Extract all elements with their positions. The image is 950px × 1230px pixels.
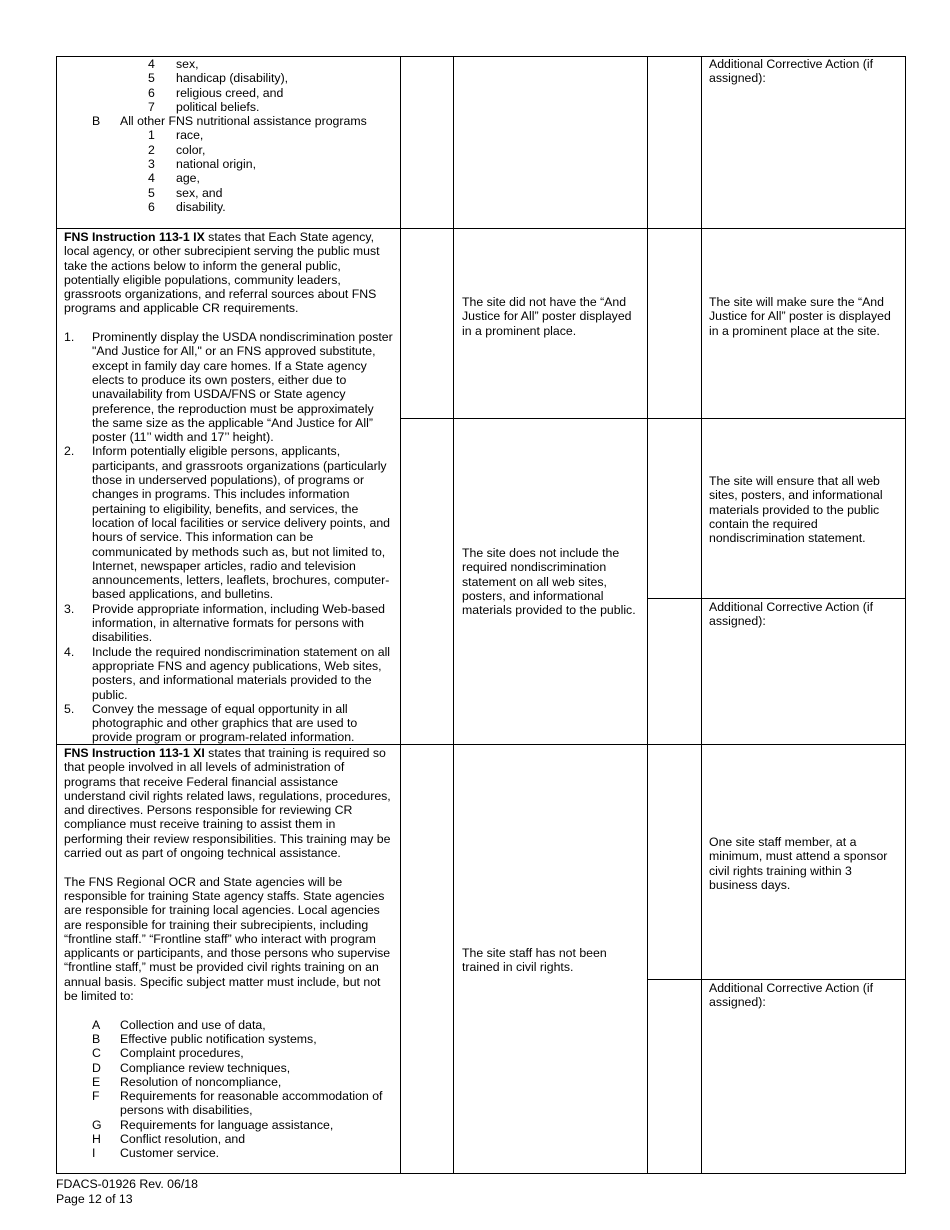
row-divider-2b [647,598,906,599]
list-item-number: G [92,1117,102,1132]
list-item-number: B [92,1031,101,1046]
row3-intro [64,746,394,860]
list-item-number: 4 [148,57,155,71]
list-item-text: Compliance review techniques, [120,1060,291,1075]
list-item-text: Provide appropriate information, including Web-based information, in alternative formats for persons with disabilities. [92,601,386,645]
list-item-text: Requirements for reasonable accommodation of persons with disabilities, [120,1089,383,1118]
footer-form-id: FDACS-01926 Rev. 06/18 [56,1177,198,1191]
list-item-text: sex, and [176,185,223,200]
list-item-text: Prominently display the USDA nondiscrimination poster "And Justice for All," or an FNS approved substitute, except in family day care homes. If a State agency elects to produce its own posters, either due to unavailability from USDA/FNS or State agency preference, the reproduction must be approximately the same size as the applicable “And Justice for All” poster (11’’ width and 17’’ height). [92,330,393,445]
list-item-text: Effective public notification systems, [120,1031,317,1046]
list-item [64,702,394,745]
sublist-b-heading [64,114,394,128]
sublist-a-tail [64,57,394,114]
list-item-number: 6 [148,199,155,214]
row-divider-3b [647,979,906,980]
list-item-number: A [92,1017,101,1032]
list-item-number: 7 [148,99,155,114]
list-item-number: 1. [64,330,75,345]
list-item-text: political beliefs. [176,99,260,114]
col-line-0 [56,56,57,1174]
row3-training-topics [64,1018,394,1161]
list-item-number: 4. [64,644,75,659]
list-item [64,57,394,71]
list-item [64,1132,394,1146]
list-item [64,330,394,444]
list-item [64,128,394,142]
list-item-text: Inform potentially eligible persons, applicants, participants, and grassroots organizations (particularly those in underserved populations), of programs or changes in programs. This includes information pertaining to eligibility, benefits, and services, the location of local facilities or service delivery points, and hours of service. This information can be communicated by methods such as, but not limited to, Internet, newspaper articles, radio and television announcements, letters, leaflets, brochures, computer-based applications, and bulletins. [92,444,391,602]
list-item-text: Convey the message of equal opportunity in all photographic and other graphics that are used to provide program or program-related information. [92,701,358,745]
list-item-number: I [92,1146,96,1161]
list-item [64,100,394,114]
list-item-number: E [92,1074,101,1089]
list-item [64,71,394,85]
col-line-4 [701,56,702,1174]
list-item [64,200,394,214]
row3-intro-rest: states that training is required so that people involved in all levels of administration of programs that receive Federal financial assistance understand civil rights related laws, regulations, procedures, and directives. Persons responsible for reviewing CR compliance must receive training to assist them in performing their review responsibilities. This training may be carried out as part of ongoing technical assistance. [64,746,391,861]
list-item [64,1146,394,1160]
row3-para2: The FNS Regional OCR and State agencies will be responsible for training State agency staffs. State agencies are responsible for training local agencies. Local agencies are responsible for training their subrecipients, including “frontline staff.” “Frontline staff” who interact with program applicants or participants, and those persons who supervise “frontline staff,” must be provided civil rights training on an annual basis. Specific subject matter must include, but not be limited to: [64,874,391,1004]
row3-requirement-cell [64,746,394,1161]
list-item [64,1061,394,1075]
list-item [64,1032,394,1046]
col-line-1 [400,56,401,1174]
list-item-number: 3 [148,157,155,172]
list-item-number: H [92,1132,101,1147]
row2-intro-rest: states that Each State agency, local agency, or other subrecipient serving the public must take the actions below to inform the general public, potentially eligible populations, community leaders, grassroots organizations, and referral sources about FNS programs and applicable CR requirements. [64,230,380,316]
list-item-text: Requirements for language assistance, [120,1117,334,1132]
list-item-number: 5 [148,185,155,200]
list-item-number: 4 [148,171,155,186]
row-divider-1 [56,228,906,229]
list-item-text: sex, [176,57,199,71]
list-item-number: 2. [64,444,75,459]
row3-finding: The site staff has not been trained in civil rights. [462,946,607,975]
footer-page-number: Page 12 of 13 [56,1192,133,1206]
page-footer [56,1177,198,1207]
list-item-number: C [92,1046,101,1061]
list-item-number: 2 [148,142,155,157]
list-item [64,1046,394,1060]
list-item [64,602,394,645]
list-item-text: Include the required nondiscrimination statement on all appropriate FNS and agency publications, Web sites, posters, and informational materials provided to the public. [92,644,391,702]
row3-intro-bold: FNS Instruction 113-1 XI [64,746,205,760]
row3-additional-action: Additional Corrective Action (if assigned): [709,981,874,1010]
list-item-number: 5 [148,71,155,86]
col-line-3 [647,56,648,1174]
row2-additional-action: Additional Corrective Action (if assigned): [709,600,874,629]
list-item-number: 5. [64,701,75,716]
list-item-number: 1 [148,128,155,143]
col-line-5 [905,56,906,1174]
list-item-number: D [92,1060,101,1075]
list-item-text: race, [176,128,204,143]
table-bottom-border [56,1173,906,1174]
row2-intro-bold: FNS Instruction 113-1 IX [64,230,205,244]
list-item-text: Conflict resolution, and [120,1132,246,1147]
list-item-text: religious creed, and [176,85,284,100]
row1-additional-action: Additional Corrective Action (if assigned): [709,57,874,86]
sublist-b-label: B [92,114,101,129]
row2-action-a: The site will make sure the “And Justice for All” poster is displayed in a prominent place at the site. [709,295,891,338]
row-divider-2a [400,418,906,419]
list-item [64,645,394,702]
list-item-number: F [92,1089,100,1104]
col-line-2 [453,56,454,1174]
row2-action-list [64,330,394,745]
list-item [64,171,394,185]
list-item [64,1118,394,1132]
list-item-text: Collection and use of data, [120,1017,266,1032]
list-item-text: age, [176,171,200,186]
list-item [64,444,394,601]
row2-finding-a: The site did not have the “And Justice for All” poster displayed in a prominent place. [462,295,632,338]
list-item [64,1075,394,1089]
list-item [64,1018,394,1032]
list-item-text: disability. [176,199,226,214]
list-item-text: color, [176,142,206,157]
list-item-number: 6 [148,85,155,100]
list-item [64,157,394,171]
row2-requirement-cell [64,230,394,745]
row2-intro [64,230,394,316]
list-item-text: Complaint procedures, [120,1046,244,1061]
list-item [64,143,394,157]
list-item [64,86,394,100]
sublist-b-text: All other FNS nutritional assistance programs [120,114,367,129]
row2-finding-b: The site does not include the required nondiscrimination statement on all web sites, posters, and informational materials provided to the public. [462,546,636,618]
list-item-number: 3. [64,601,75,616]
row1-requirement-cell [64,57,394,214]
list-item-text: national origin, [176,157,256,172]
list-item-text: Customer service. [120,1146,220,1161]
list-item [64,186,394,200]
list-item-text: handicap (disability), [176,71,289,86]
list-item [64,1089,394,1118]
row3-action: One site staff member, at a minimum, must attend a sponsor civil rights training within 3 business days. [709,835,888,892]
row2-action-b: The site will ensure that all web sites, posters, and informational materials provided to the public contain the required nondiscrimination statement. [709,474,883,546]
sublist-b [64,128,394,214]
list-item-text: Resolution of noncompliance, [120,1074,282,1089]
